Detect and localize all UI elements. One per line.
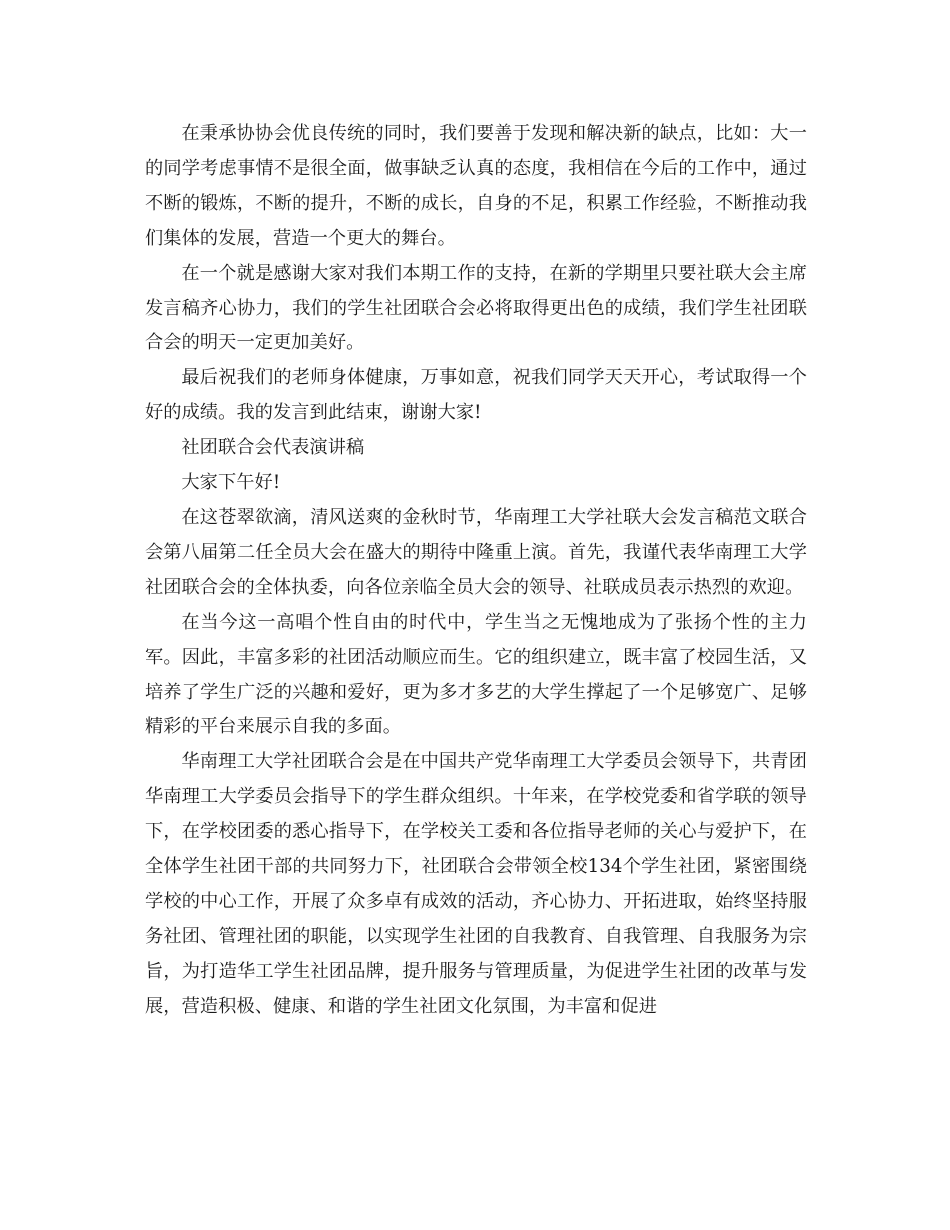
paragraph-6: 在这苍翠欲滴，清风送爽的金秋时节，华南理工大学社联大会发言稿范文联合会第八届第二任全员大会在盛大的期待中隆重上演。首先，我谨代表华南理工大学社团联合会的全体执委，向各位亲临全员大会的领导、社联成员表示热烈的欢迎。 (145, 506, 807, 598)
document-body (145, 117, 807, 1025)
greeting: 大家下午好! (181, 472, 281, 494)
paragraph-8: 华南理工大学社团联合会是在中国共产党华南理工大学委员会领导下，共青团华南理工大学委员会指导下的学生群众组织。十年来，在学校党委和省学联的领导下，在学校团委的悉心指导下，在学校关工委和各位指导老师的关心与爱护下，在全体学生社团干部的共同努力下，社团联合会带领全校134个学生社团，紧密围绕学校的中心工作，开展了众多卓有成效的活动，齐心协力、开拓进取，始终坚持服务社团、管理社团的职能，以实现学生社团的自我教育、自我管理、自我服务为宗旨，为打造华工学生社团品牌，提升服务与管理质量，为促进学生社团的改革与发展，营造积极、健康、和谐的学生社团文化氛围，为丰富和促进 (145, 751, 807, 1017)
paragraph-7: 在当今这一高唱个性自由的时代中，学生当之无愧地成为了张扬个性的主力军。因此，丰富多彩的社团活动顺应而生。它的组织建立，既丰富了校园生活，又培养了学生广泛的兴趣和爱好，更为多才多艺的大学生撑起了一个足够宽广、足够精彩的平台来展示自我的多面。 (145, 611, 807, 738)
paragraph-2: 在一个就是感谢大家对我们本期工作的支持，在新的学期里只要社联大会主席发言稿齐心协力，我们的学生社团联合会必将取得更出色的成绩，我们学生社团联合会的明天一定更加美好。 (145, 262, 807, 354)
section-title: 社团联合会代表演讲稿 (181, 437, 365, 459)
paragraph-3: 最后祝我们的老师身体健康，万事如意，祝我们同学天天开心，考试取得一个好的成绩。我的发言到此结束，谢谢大家! (145, 367, 807, 424)
paragraph-1: 在秉承协协会优良传统的同时，我们要善于发现和解决新的缺点，比如：大一的同学考虑事情不是很全面，做事缺乏认真的态度，我相信在今后的工作中，通过不断的锻炼，不断的提升，不断的成长，自身的不足，积累工作经验，不断推动我们集体的发展，营造一个更大的舞台。 (145, 123, 807, 249)
